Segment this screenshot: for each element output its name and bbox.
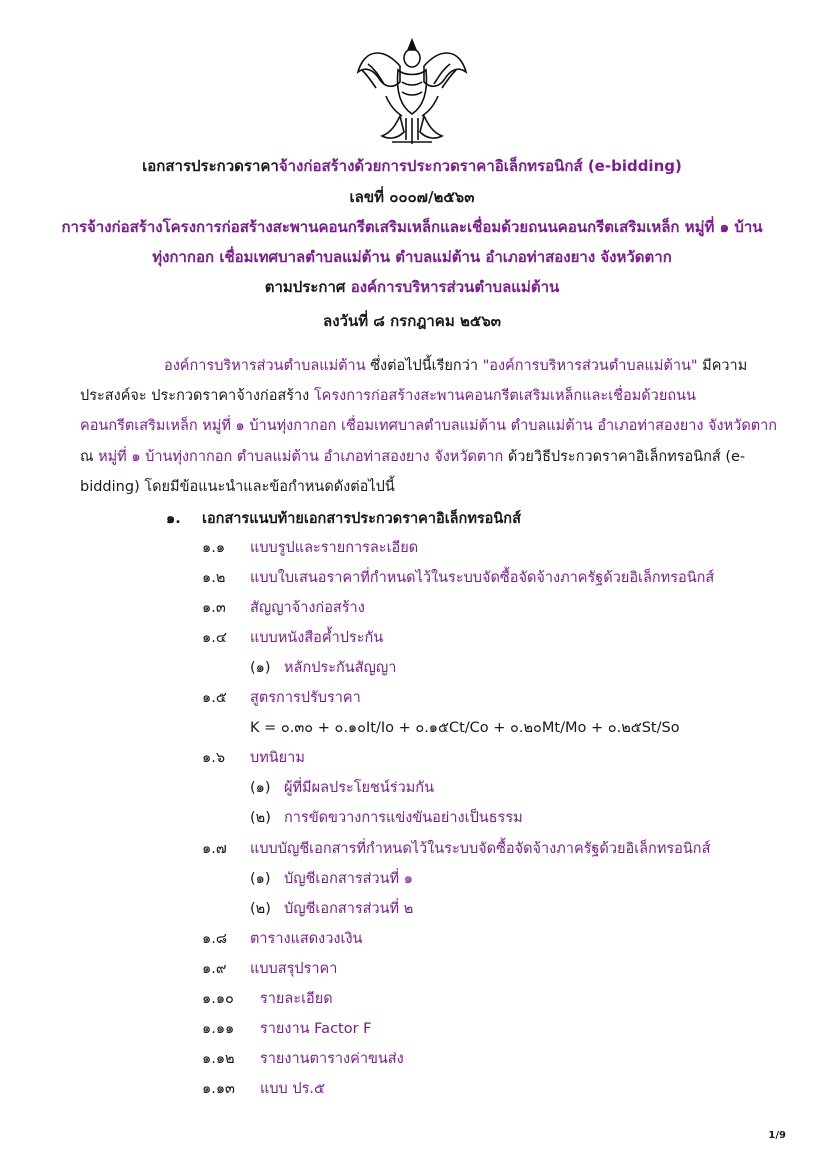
list-item: แบบสรุปราคา <box>250 961 338 977</box>
intro-project: โครงการก่อสร้างสะพานคอนกรีตเสริมเหล็กและเชื่อมด้วยถนน <box>313 388 696 404</box>
page-number: 1/9 <box>768 1130 786 1141</box>
list-item: สูตรการปรับราคา <box>250 690 361 706</box>
intro-line-4 <box>80 446 745 468</box>
intro-line-2 <box>80 385 696 407</box>
intro-org: องค์การบริหารส่วนตำบลแม่ต้าน <box>164 358 366 374</box>
list-subitem: บัญชีเอกสารส่วนที่ ๒ <box>284 901 414 917</box>
item-number: ๑.๓ <box>202 600 226 616</box>
item-number: ๑.๔ <box>202 630 227 646</box>
announcement-date: ลงวันที่ ๘ กรกฎาคม ๒๕๖๓ <box>323 312 501 330</box>
item-number: ๑.๘ <box>202 931 227 947</box>
subitem-number: (๑) <box>250 871 271 887</box>
title-rest: จ้างก่อสร้างด้วยการประกวดราคาอิเล็กทรอนิกส์ (e-bidding) <box>278 157 682 175</box>
list-subitem: บัญชีเอกสารส่วนที่ ๑ <box>284 871 413 887</box>
list-item: บทนิยาม <box>250 750 305 766</box>
document-title <box>0 155 824 177</box>
subitem-number: (๒) <box>250 810 271 826</box>
list-item: แบบหนังสือค้ำประกัน <box>250 630 384 646</box>
subitem-number: (๑) <box>250 660 271 676</box>
list-subitem: หลักประกันสัญญา <box>284 660 397 676</box>
announce-org: องค์การบริหารส่วนตำบลแม่ต้าน <box>350 278 560 296</box>
list-subitem: ผู้ที่มีผลประโยชน์ร่วมกัน <box>284 780 434 796</box>
list-item: แบบ ปร.๕ <box>260 1081 325 1097</box>
price-formula: K = ๐.๓๐ + ๐.๑๐It/Io + ๐.๑๕Ct/Co + ๐.๒๐Mt/Mo + ๐.๒๕St/So <box>250 720 680 736</box>
list-item: แบบใบเสนอราคาที่กำหนดไว้ในระบบจัดซื้อจัดจ้างภาครัฐด้วยอิเล็กทรอนิกส์ <box>250 570 715 586</box>
intro-org-quoted: "องค์การบริหารส่วนตำบลแม่ต้าน" <box>482 358 698 374</box>
subitem-number: (๑) <box>250 780 271 796</box>
intro-text: ด้วยวิธีประกวดราคาอิเล็กทรอนิกส์ (e- <box>503 449 746 465</box>
intro-text: มีความ <box>697 358 748 374</box>
list-item: รายงาน Factor F <box>260 1021 372 1037</box>
section-number: ๑. <box>166 511 181 527</box>
intro-line-1 <box>164 355 747 377</box>
list-item: รายงานตารางค่าขนส่ง <box>260 1051 404 1067</box>
list-item: ตารางแสดงวงเงิน <box>250 931 363 947</box>
intro-line-5: bidding) โดยมีข้อแนะนำและข้อกำหนดดังต่อไปนี้ <box>80 479 395 495</box>
intro-location: หมู่ที่ ๑ บ้านทุ่งกากอก ตำบลแม่ต้าน อำเภอท่าสองยาง จังหวัดตาก <box>98 449 504 465</box>
item-number: ๑.๑๒ <box>202 1051 235 1067</box>
intro-text: ประสงค์จะ ประกวดราคาจ้างก่อสร้าง <box>80 388 314 404</box>
item-number: ๑.๙ <box>202 961 227 977</box>
project-title-line1: การจ้างก่อสร้างโครงการก่อสร้างสะพานคอนกรีตเสริมเหล็กและเชื่อมด้วยถนนคอนกรีตเสริมเหล็ก หมู่ที่ ๑ บ้าน <box>61 218 763 236</box>
item-number: ๑.๕ <box>202 690 227 706</box>
intro-text: ณ <box>80 449 99 465</box>
item-number: ๑.๒ <box>202 570 226 586</box>
document-number: เลขที่ ๐๐๐๗/๒๕๖๓ <box>349 188 475 206</box>
section-title: เอกสารแนบท้ายเอกสารประกวดราคาอิเล็กทรอนิกส์ <box>202 511 521 527</box>
list-subitem: การขัดขวางการแข่งขันอย่างเป็นธรรม <box>284 810 523 826</box>
item-number: ๑.๑๑ <box>202 1021 235 1037</box>
announce-prefix: ตามประกาศ <box>264 278 346 296</box>
item-number: ๑.๑๐ <box>202 991 234 1007</box>
intro-text: ซึ่งต่อไปนี้เรียกว่า <box>365 358 483 374</box>
list-item: รายละเอียด <box>260 991 333 1007</box>
item-number: ๑.๗ <box>202 841 227 857</box>
intro-line-3: คอนกรีตเสริมเหล็ก หมู่ที่ ๑ บ้านทุ่งกากอก เชื่อมเทศบาลตำบลแม่ต้าน ตำบลแม่ต้าน อำเภอท่าสองยาง จังหวัดตาก <box>80 418 778 434</box>
item-number: ๑.๖ <box>202 750 226 766</box>
announcement-line <box>0 276 824 298</box>
item-number: ๑.๑ <box>202 540 226 556</box>
project-title-line2: ทุ่งกากอก เชื่อมเทศบาลตำบลแม่ต้าน ตำบลแม่ต้าน อำเภอท่าสองยาง จังหวัดตาก <box>152 248 672 266</box>
item-number: ๑.๑๓ <box>202 1081 235 1097</box>
list-item: สัญญาจ้างก่อสร้าง <box>250 600 365 616</box>
subitem-number: (๒) <box>250 901 271 917</box>
garuda-emblem <box>352 36 472 148</box>
title-prefix: เอกสารประกวดราคา <box>142 157 279 175</box>
list-item: แบบรูปและรายการละเอียด <box>250 540 419 556</box>
list-item: แบบบัญชีเอกสารที่กำหนดไว้ในระบบจัดซื้อจัดจ้างภาครัฐด้วยอิเล็กทรอนิกส์ <box>250 841 711 857</box>
